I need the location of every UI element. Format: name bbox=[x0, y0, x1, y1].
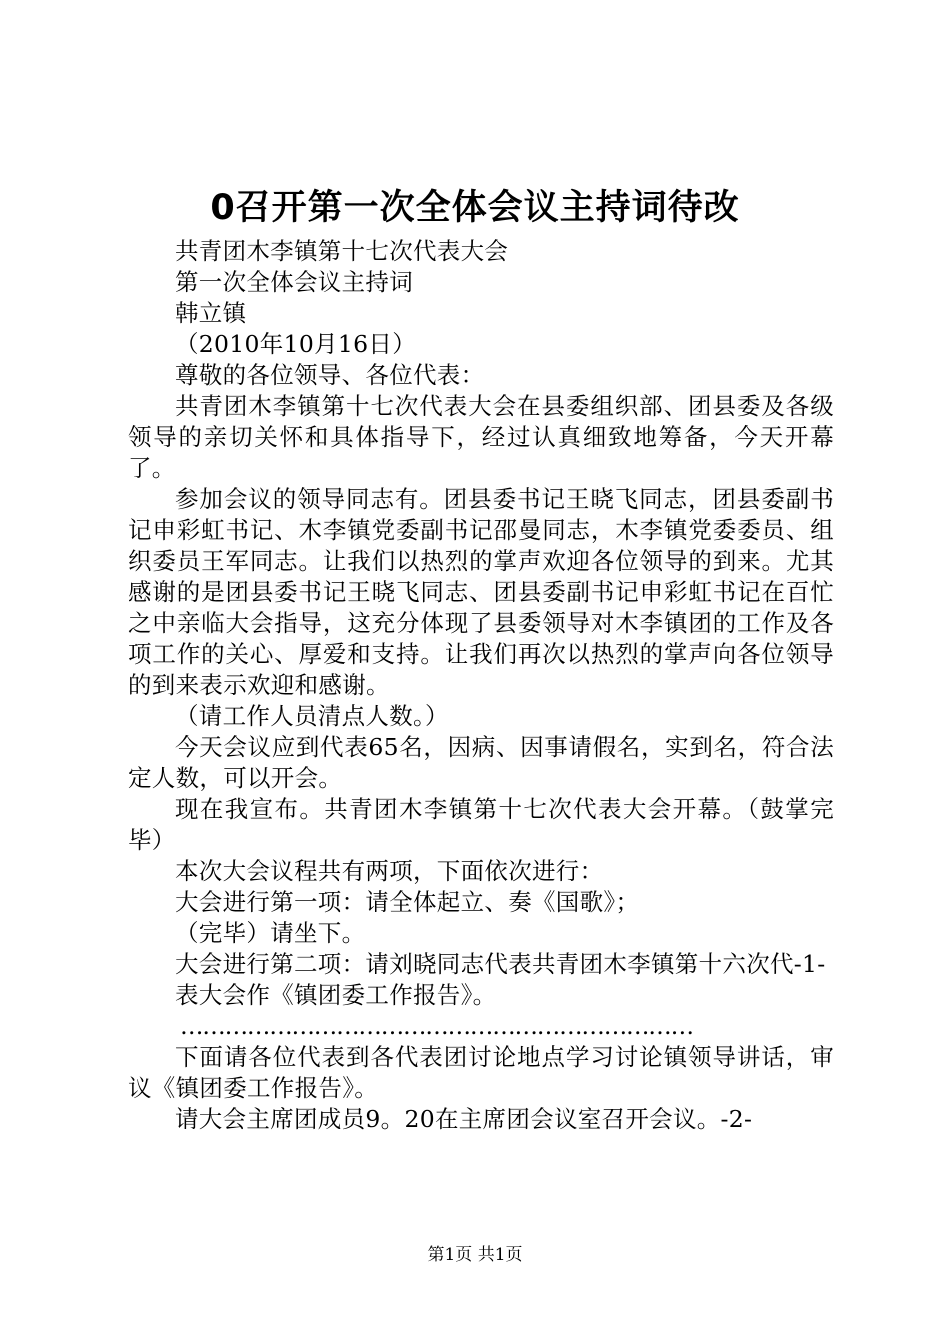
document-title: 0召开第一次全体会议主持词待改 bbox=[210, 188, 740, 228]
paragraph-declaration: 现在我宣布。共青团木李镇第十七次代表大会开幕。（鼓掌完毕） bbox=[128, 795, 834, 854]
paragraph-author: 韩立镇 bbox=[175, 299, 247, 327]
paragraph-item-two: 大会进行第二项：请刘晓同志代表共青团木李镇第十六次代-1- bbox=[175, 950, 826, 978]
page-footer: 第1页 共1页 bbox=[427, 1245, 523, 1265]
paragraph-leaders: 参加会议的领导同志有。团县委书记王晓飞同志，团县委副书记申彩虹书记、木李镇党委副书记邵曼同志，木李镇党委委员、组织委员王军同志。让我们以热烈的掌声欢迎各位领导的到来。尤其感谢的是团县委书记王晓飞同志、团县委副书记申彩虹书记在百忙之中亲临大会指导，这充分体现了县委领导对木李镇团的工作及各项工作的关心、厚爱和支持。让我们再次以热烈的掌声向各位领导的到来表示欢迎和感谢。 bbox=[128, 485, 834, 699]
paragraph-salutation: 尊敬的各位领导、各位代表： bbox=[175, 361, 485, 389]
paragraph-item-one: 大会进行第一项：请全体起立、奏《国歌》； bbox=[175, 888, 640, 916]
paragraph-subtitle: 第一次全体会议主持词 bbox=[175, 268, 413, 296]
paragraph-headcount-note: （请工作人员清点人数。） bbox=[175, 702, 449, 730]
paragraph-presidium: 请大会主席团成员9。20在主席团会议室召开会议。-2- bbox=[175, 1105, 753, 1133]
document-body bbox=[128, 236, 834, 1135]
paragraph-discussion: 下面请各位代表到各代表团讨论地点学习讨论镇领导讲话，审议《镇团委工作报告》。 bbox=[128, 1043, 834, 1102]
paragraph-opening: 共青团木李镇第十七次代表大会在县委组织部、团县委及各级领导的亲切关怀和具体指导下，经过认真细致地筹备，今天开幕了。 bbox=[128, 392, 834, 482]
paragraph-sit-down: （完毕）请坐下。 bbox=[175, 919, 366, 947]
paragraph-attendance: 今天会议应到代表65名，因病、因事请假名，实到名，符合法定人数，可以开会。 bbox=[128, 733, 834, 792]
paragraph-org: 共青团木李镇第十七次代表大会 bbox=[175, 237, 509, 265]
paragraph-agenda: 本次大会议程共有两项，下面依次进行： bbox=[175, 857, 604, 885]
paragraph-report: 表大会作《镇团委工作报告》。 bbox=[175, 981, 497, 1009]
separator-dots: …………………………………………………………… bbox=[180, 1012, 693, 1040]
paragraph-date: （2010年10月16日） bbox=[175, 330, 417, 358]
